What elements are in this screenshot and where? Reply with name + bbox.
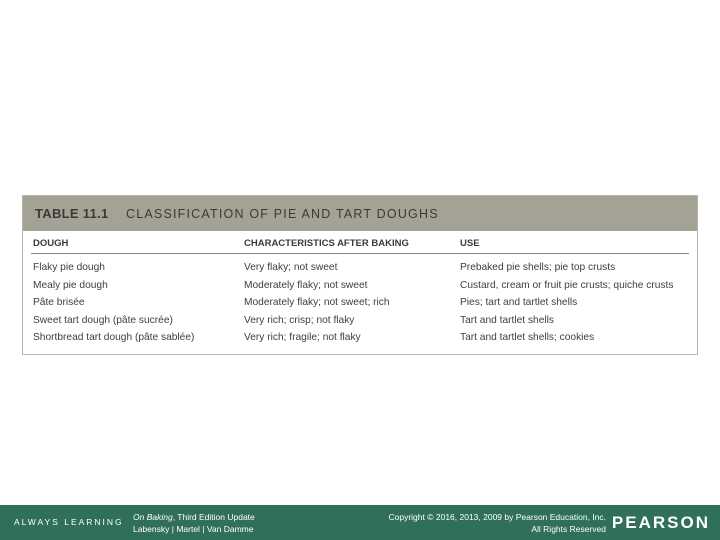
classification-table [22,195,698,355]
footer-tagline: ALWAYS LEARNING [14,517,124,527]
table-body [23,262,697,350]
cell-use: Prebaked pie shells; pie top crusts [460,262,616,273]
cell-use: Pies; tart and tartlet shells [460,297,578,309]
table-row [23,297,697,315]
copyright-notice [389,511,607,535]
pearson-logo: PEARSON [611,513,710,532]
table-row [23,332,697,350]
cell-dough: Shortbread tart dough (pâte sablée) [33,332,195,344]
cell-characteristics: Very rich; crisp; not flaky [244,314,355,326]
header-divider [31,253,689,254]
book-title-line [133,511,255,523]
cell-dough: Pâte brisée [33,297,85,309]
copyright-line: Copyright © 2016, 2013, 2009 by Pearson Education, Inc. [388,512,606,522]
footer-bar [0,505,720,540]
cell-characteristics: Very flaky; not sweet [244,262,338,273]
book-title: On Baking [133,512,173,522]
cell-characteristics: Moderately flaky; not sweet [244,279,368,291]
column-header-use: USE [460,238,480,249]
column-header-dough: DOUGH [33,238,69,249]
cell-dough: Sweet tart dough (pâte sucrée) [33,314,173,326]
cell-characteristics: Moderately flaky; not sweet; rich [244,297,390,309]
table-row [23,280,697,298]
book-edition: , Third Edition Update [172,512,255,522]
cell-characteristics: Very rich; fragile; not flaky [244,332,361,344]
column-header-characteristics: CHARACTERISTICS AFTER BAKING [244,238,409,249]
cell-dough: Mealy pie dough [33,279,108,291]
table-row [23,315,697,333]
cell-use: Tart and tartlet shells; cookies [460,332,595,344]
table-row [23,262,697,280]
cell-use: Custard, cream or fruit pie crusts; quiche crusts [460,279,674,291]
table-header-band [23,196,697,231]
book-credit [133,511,255,535]
book-authors: Labensky | Martel | Van Damme [133,524,254,534]
rights-line: All Rights Reserved [531,524,606,534]
cell-dough: Flaky pie dough [33,262,105,273]
column-headers [23,238,697,252]
cell-use: Tart and tartlet shells [460,314,554,326]
table-number: TABLE 11.1 [35,206,109,221]
table-title: CLASSIFICATION OF PIE AND TART DOUGHS [126,206,439,221]
